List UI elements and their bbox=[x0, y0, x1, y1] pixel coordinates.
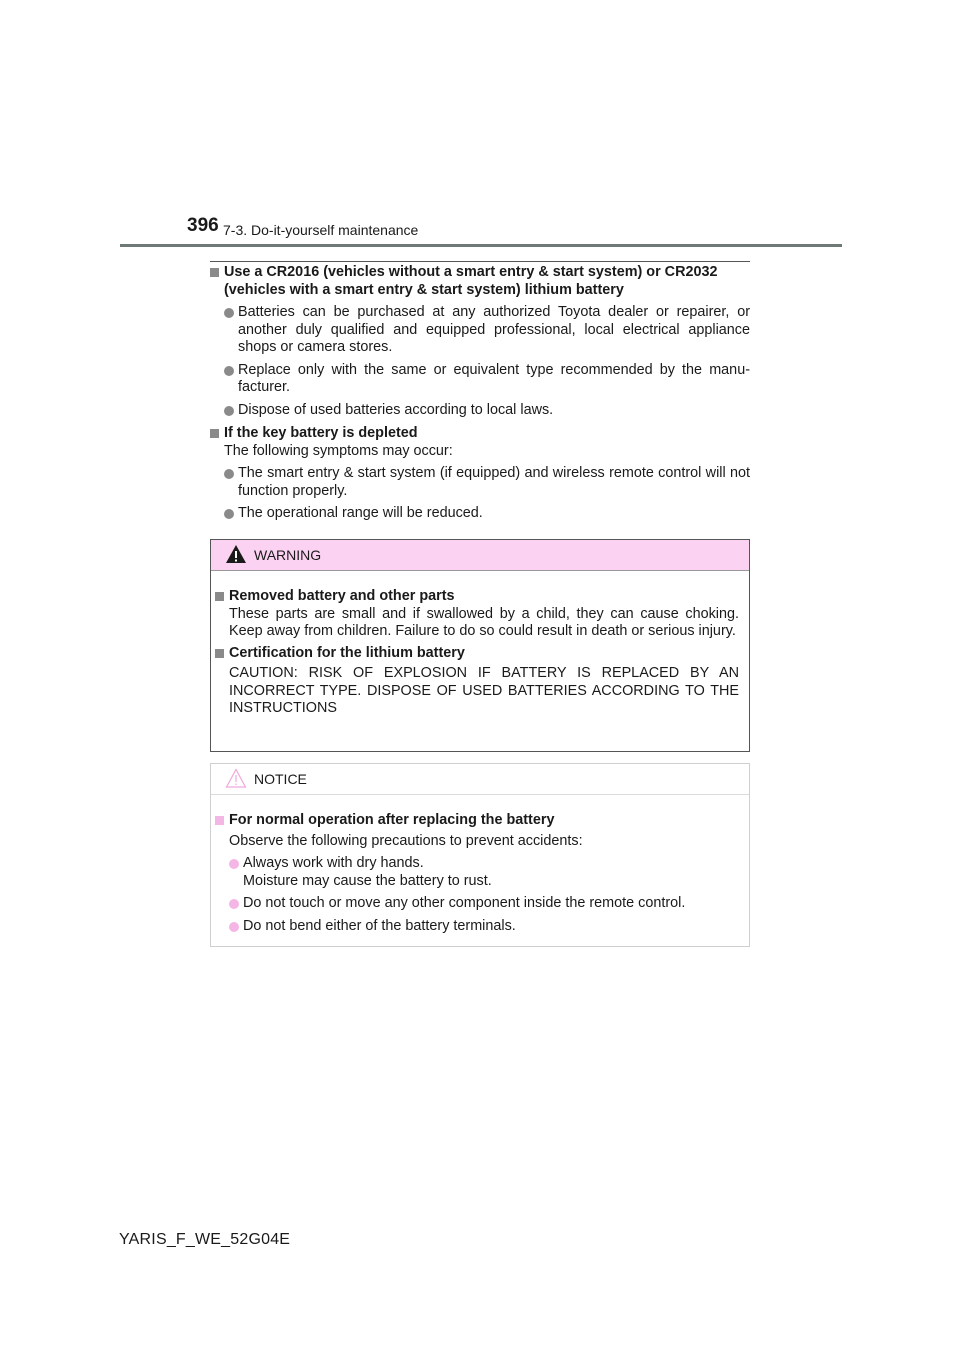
warning-section-text: These parts are small and if swallowed by a child, they can cause choking. Keep away from children. Failure to do so could result in death or serious injury. bbox=[229, 605, 739, 639]
warning-box bbox=[210, 539, 750, 752]
warning-section-heading: Removed battery and other parts bbox=[215, 588, 739, 606]
square-bullet-icon bbox=[210, 429, 219, 438]
notice-body bbox=[211, 795, 749, 935]
circle-bullet-icon bbox=[224, 366, 234, 376]
section-title: 7-3. Do-it-yourself maintenance bbox=[223, 222, 419, 238]
circle-bullet-icon bbox=[229, 859, 239, 869]
circle-bullet-icon bbox=[224, 308, 234, 318]
list-item: The operational range will be reduced. bbox=[210, 505, 750, 523]
list-item: Batteries can be purchased at any authorized Toyota dealer or repairer, or another duly qualified and equipped professional, local electrical appliance shops or camera stores. bbox=[210, 304, 750, 357]
notice-label: NOTICE bbox=[254, 771, 307, 787]
list-item: Always work with dry hands. Moisture may cause the battery to rust. bbox=[215, 855, 739, 890]
list-item: Do not bend either of the battery terminals. bbox=[215, 918, 739, 936]
circle-bullet-icon bbox=[224, 509, 234, 519]
content-top-rule bbox=[210, 261, 750, 262]
circle-bullet-icon bbox=[229, 899, 239, 909]
battery-type-heading: Use a CR2016 (vehicles without a smart entry & start system) or CR2032 (vehicles with a smart entry & start system) lithium battery bbox=[210, 264, 750, 299]
document-code: YARIS_F_WE_52G04E bbox=[119, 1231, 291, 1248]
depleted-intro: The following symptoms may occur: bbox=[224, 442, 453, 459]
main-content bbox=[210, 264, 750, 523]
notice-intro: Observe the following precautions to prevent accidents: bbox=[229, 832, 583, 849]
notice-heading: For normal operation after replacing the battery bbox=[215, 812, 739, 830]
warning-triangle-icon bbox=[225, 544, 247, 564]
page-number: 396 bbox=[187, 215, 219, 236]
notice-box bbox=[210, 763, 750, 947]
depleted-heading: If the key battery is depleted bbox=[210, 425, 750, 443]
header-rule bbox=[120, 244, 842, 247]
page-header bbox=[120, 214, 842, 246]
square-bullet-icon bbox=[215, 649, 224, 658]
list-item: The smart entry & start system (if equipped) and wireless remote control will not function properly. bbox=[210, 465, 750, 500]
square-bullet-icon bbox=[215, 592, 224, 601]
caution-triangle-icon bbox=[225, 768, 247, 788]
list-item: Dispose of used batteries according to local laws. bbox=[210, 402, 750, 420]
square-bullet-icon bbox=[210, 268, 219, 277]
list-item: Do not touch or move any other component inside the remote control. bbox=[215, 895, 739, 913]
warning-label: WARNING bbox=[254, 547, 322, 563]
circle-bullet-icon bbox=[224, 469, 234, 479]
warning-section-heading: Certification for the lithium battery bbox=[215, 645, 739, 663]
warning-section-text: CAUTION: RISK OF EXPLOSION IF BATTERY IS REPLACED BY AN INCORRECT TYPE. DISPOSE OF USED BATTERIES ACCORDING TO THE INSTRUCTIONS bbox=[229, 665, 739, 716]
circle-bullet-icon bbox=[229, 922, 239, 932]
circle-bullet-icon bbox=[224, 406, 234, 416]
warning-header bbox=[211, 540, 749, 571]
notice-header bbox=[211, 764, 749, 795]
square-bullet-icon bbox=[215, 816, 224, 825]
warning-body bbox=[211, 571, 749, 718]
list-item: Replace only with the same or equivalent type recommended by the manu-facturer. bbox=[210, 362, 750, 397]
